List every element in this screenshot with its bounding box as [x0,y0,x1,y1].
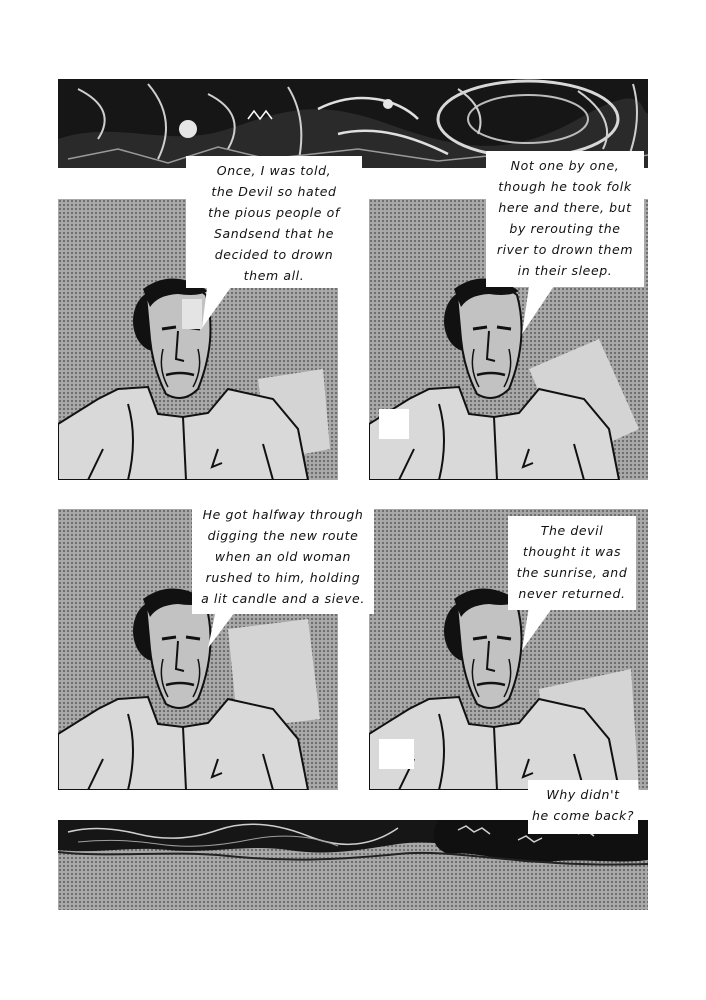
caption-line: river to drown them [496,242,634,257]
caption-line: He got halfway through [202,507,364,522]
caption-line: Not one by one, [510,158,620,173]
question-bubble [528,780,638,834]
caption-line: here and there, but [498,200,632,215]
caption-line: by rerouting the [509,221,621,236]
speech-tail-2 [520,280,560,336]
caption-line: them all. [243,268,305,283]
caption-line: never returned. [518,586,626,601]
caption-line: a lit candle and a sieve. [201,591,365,606]
caption-line: Sandsend that he [213,226,335,241]
caption-line: in their sleep. [517,263,613,278]
caption-line: the pious people of [208,205,340,220]
caption-line: rushed to him, holding [205,570,361,585]
caption-line: though he took folk [498,179,632,194]
caption-bubble-2 [486,151,644,287]
caption-line: thought it was [522,544,622,559]
caption-line: when an old woman [214,549,352,564]
caption-line: the sunrise, and [516,565,628,580]
caption-bubble-1 [186,156,362,288]
question-line: Why didn't [546,787,620,802]
caption-bubble-4 [508,516,636,610]
caption-line: decided to drown [214,247,334,262]
caption-bubble-3 [192,500,374,614]
question-line: he come back? [532,808,635,823]
caption-line: digging the new route [207,528,359,543]
caption-line: the Devil so hated [211,184,337,199]
caption-line: The devil [540,523,604,538]
caption-line: Once, I was told, [216,163,332,178]
